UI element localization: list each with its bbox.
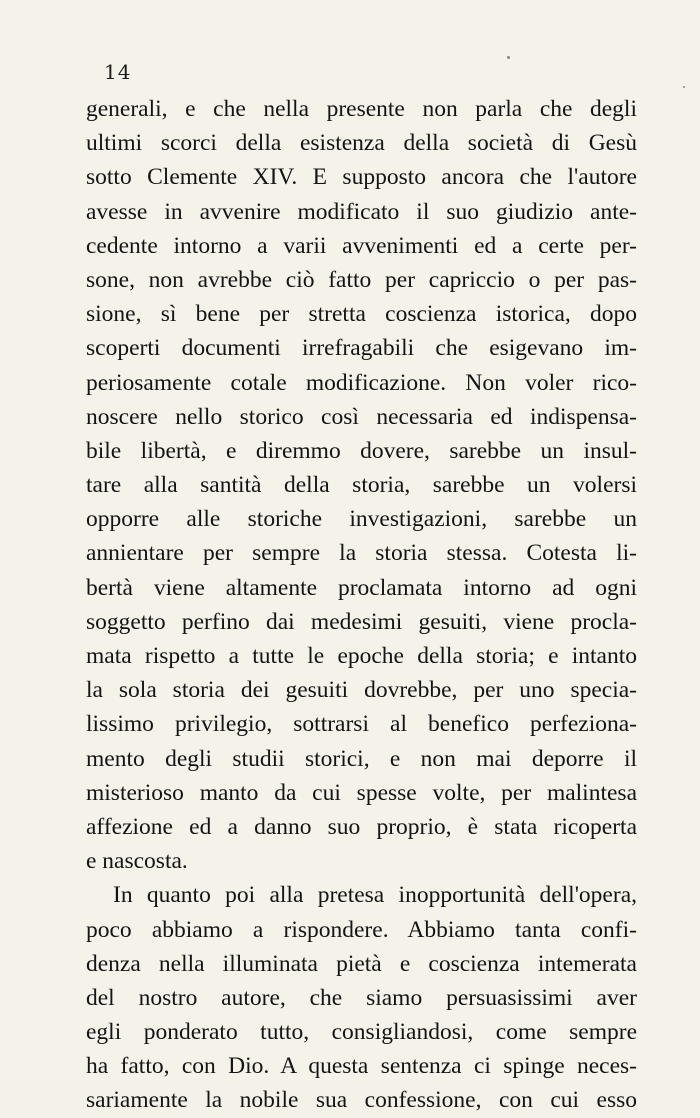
text-line: sariamente la nobile sua confessione, con cui esso (86, 1087, 637, 1114)
text-line: misterioso manto da cui spesse volte, per malintesa (86, 779, 637, 806)
text-line: mata rispetto a tutte le epoche della storia; e intanto (86, 643, 637, 669)
body-text (86, 92, 637, 1118)
text-line: periosamente cotale modificazione. Non voler rico- (86, 369, 637, 396)
paragraph-start-line: In quanto poi alla pretesa inopportunità dell'opera, (113, 882, 637, 909)
text-line: generali, e che nella presente non parla che degli (86, 96, 637, 122)
text-line: scoperti documenti irrefragabili che esigevano im- (86, 335, 637, 362)
text-line: denza nella illuminata pietà e coscienza intemerata (86, 950, 637, 977)
text-line: poco abbiamo a rispondere. Abbiamo tanta confi- (86, 916, 637, 943)
paper-speck (507, 56, 510, 59)
text-line: soggetto perfino dai medesimi gesuiti, viene procla- (86, 608, 637, 635)
text-line: la sola storia dei gesuiti dovrebbe, per uno specia- (86, 677, 637, 704)
text-line: noscere nello storico così necessaria ed indispensa- (86, 403, 637, 430)
text-line: cedente intorno a varii avvenimenti ed a certe per- (86, 232, 637, 259)
page-number: 14 (104, 60, 132, 84)
paragraph-end-line: e nascosta. (86, 848, 188, 875)
text-line: ha fatto, con Dio. A questa sentenza ci spinge neces- (86, 1053, 637, 1080)
text-line: egli ponderato tutto, consigliandosi, come sempre (86, 1019, 637, 1046)
text-line: affezione ed a danno suo proprio, è stata ricoperta (86, 813, 637, 840)
text-line: sione, sì bene per stretta coscienza istorica, dopo (86, 301, 637, 328)
text-line: mento degli studii storici, e non mai deporre il (86, 745, 637, 772)
text-line: lissimo privilegio, sottrarsi al benefico perfeziona- (86, 711, 637, 738)
text-line: opporre alle storiche investigazioni, sarebbe un (86, 506, 637, 533)
text-line: tare alla santità della storia, sarebbe un volersi (86, 472, 637, 499)
paper-speck (683, 86, 685, 88)
text-line: annientare per sempre la storia stessa. Cotesta li- (86, 540, 637, 567)
text-line: avesse in avvenire modificato il suo giudizio ante- (86, 198, 637, 225)
text-line: sotto Clemente XIV. E supposto ancora che l'autore (86, 164, 637, 191)
text-line: bertà viene altamente proclamata intorno ad ogni (86, 574, 637, 601)
text-line: ultimi scorci della esistenza della società di Gesù (86, 130, 637, 157)
text-line: sone, non avrebbe ciò fatto per capriccio o per pas- (86, 266, 637, 293)
text-line: bile libertà, e diremmo dovere, sarebbe un insul- (86, 437, 637, 464)
text-line: del nostro autore, che siamo persuasissimi aver (86, 984, 637, 1011)
